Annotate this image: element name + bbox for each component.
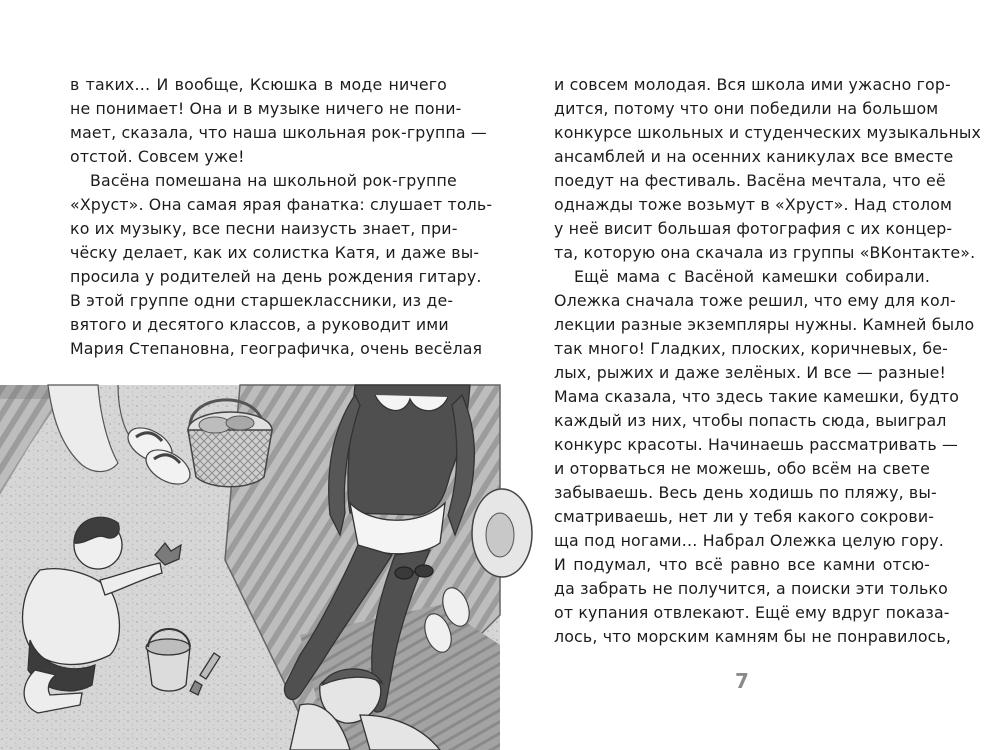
text-line: дится, потому что они победили на большом xyxy=(554,99,939,118)
text-line: мает, сказала, что наша школьная рок-группа — xyxy=(70,123,487,142)
text-line: лекции разные экземпляры нужны. Камней было xyxy=(554,315,975,334)
text-line: лось, что морским камням бы не понравилось, xyxy=(554,627,952,646)
text-line: поедут на фестиваль. Васёна мечтала, что её xyxy=(554,171,946,190)
text-line: конкурсе школьных и студенческих музыкальных xyxy=(554,123,982,142)
text-line: И подумал, что всё равно все камни отсю- xyxy=(554,555,930,574)
text-line: лых, рыжих и даже зелёных. И все — разные! xyxy=(554,363,946,382)
text-line: ко их музыку, все песни наизусть знает, при- xyxy=(70,219,458,238)
text-line: ансамблей и на осенних каникулах все вместе xyxy=(554,147,954,166)
text-line: и совсем молодая. Вся школа ими ужасно гор- xyxy=(554,75,951,94)
beach-illustration xyxy=(0,385,500,750)
beach-scene-drawing xyxy=(0,385,500,750)
text-line: «Хруст». Она самая ярая фанатка: слушает толь- xyxy=(70,195,493,214)
text-line: Васёна помешана на школьной рок-группе xyxy=(90,171,457,190)
page-number: 7 xyxy=(735,669,749,693)
text-line: та, которую она скачала из группы «ВКонтакте». xyxy=(554,243,976,262)
text-line: от купания отвлекают. Ещё ему вдруг показа- xyxy=(554,603,950,622)
text-line: Ещё мама с Васёной камешки собирали. xyxy=(574,267,930,286)
text-line: так много! Гладких, плоских, коричневых, бе- xyxy=(554,339,948,358)
text-line: у неё висит большая фотография с их концер- xyxy=(554,219,953,238)
text-line: сматриваешь, нет ли у тебя какого сокрови- xyxy=(554,507,935,526)
text-line: Мария Степановна, географичка, очень весёлая xyxy=(70,339,483,358)
text-line: просила у родителей на день рождения гитару. xyxy=(70,267,482,286)
text-line: конкурс красоты. Начинаешь рассматривать — xyxy=(554,435,958,454)
text-line: отстой. Совсем уже! xyxy=(70,147,245,166)
text-line: вятого и десятого классов, а руководит ими xyxy=(70,315,449,334)
text-line: и оторваться не можешь, обо всём на свете xyxy=(554,459,930,478)
text-line: да забрать не получится, а поиски эти только xyxy=(554,579,948,598)
text-line: однажды тоже возьмут в «Хруст». Над столом xyxy=(554,195,953,214)
text-line: чёску делает, как их солистка Катя, и даже вы- xyxy=(70,243,480,262)
text-line: в таких… И вообще, Ксюшка в моде ничего xyxy=(70,75,447,94)
text-line: Олежка сначала тоже решил, что ему для кол- xyxy=(554,291,956,310)
text-line: В этой группе одни старшеклассники, из де- xyxy=(70,291,454,310)
text-line: забываешь. Весь день ходишь по пляжу, вы- xyxy=(554,483,937,502)
right-page xyxy=(500,0,1000,750)
text-line: не понимает! Она и в музыке ничего не пони- xyxy=(70,99,462,118)
text-line: каждый из них, чтобы попасть сюда, выиграл xyxy=(554,411,947,430)
text-line: Мама сказала, что здесь такие камешки, будто xyxy=(554,387,960,406)
text-line: ща под ногами… Набрал Олежка целую гору. xyxy=(554,531,944,550)
